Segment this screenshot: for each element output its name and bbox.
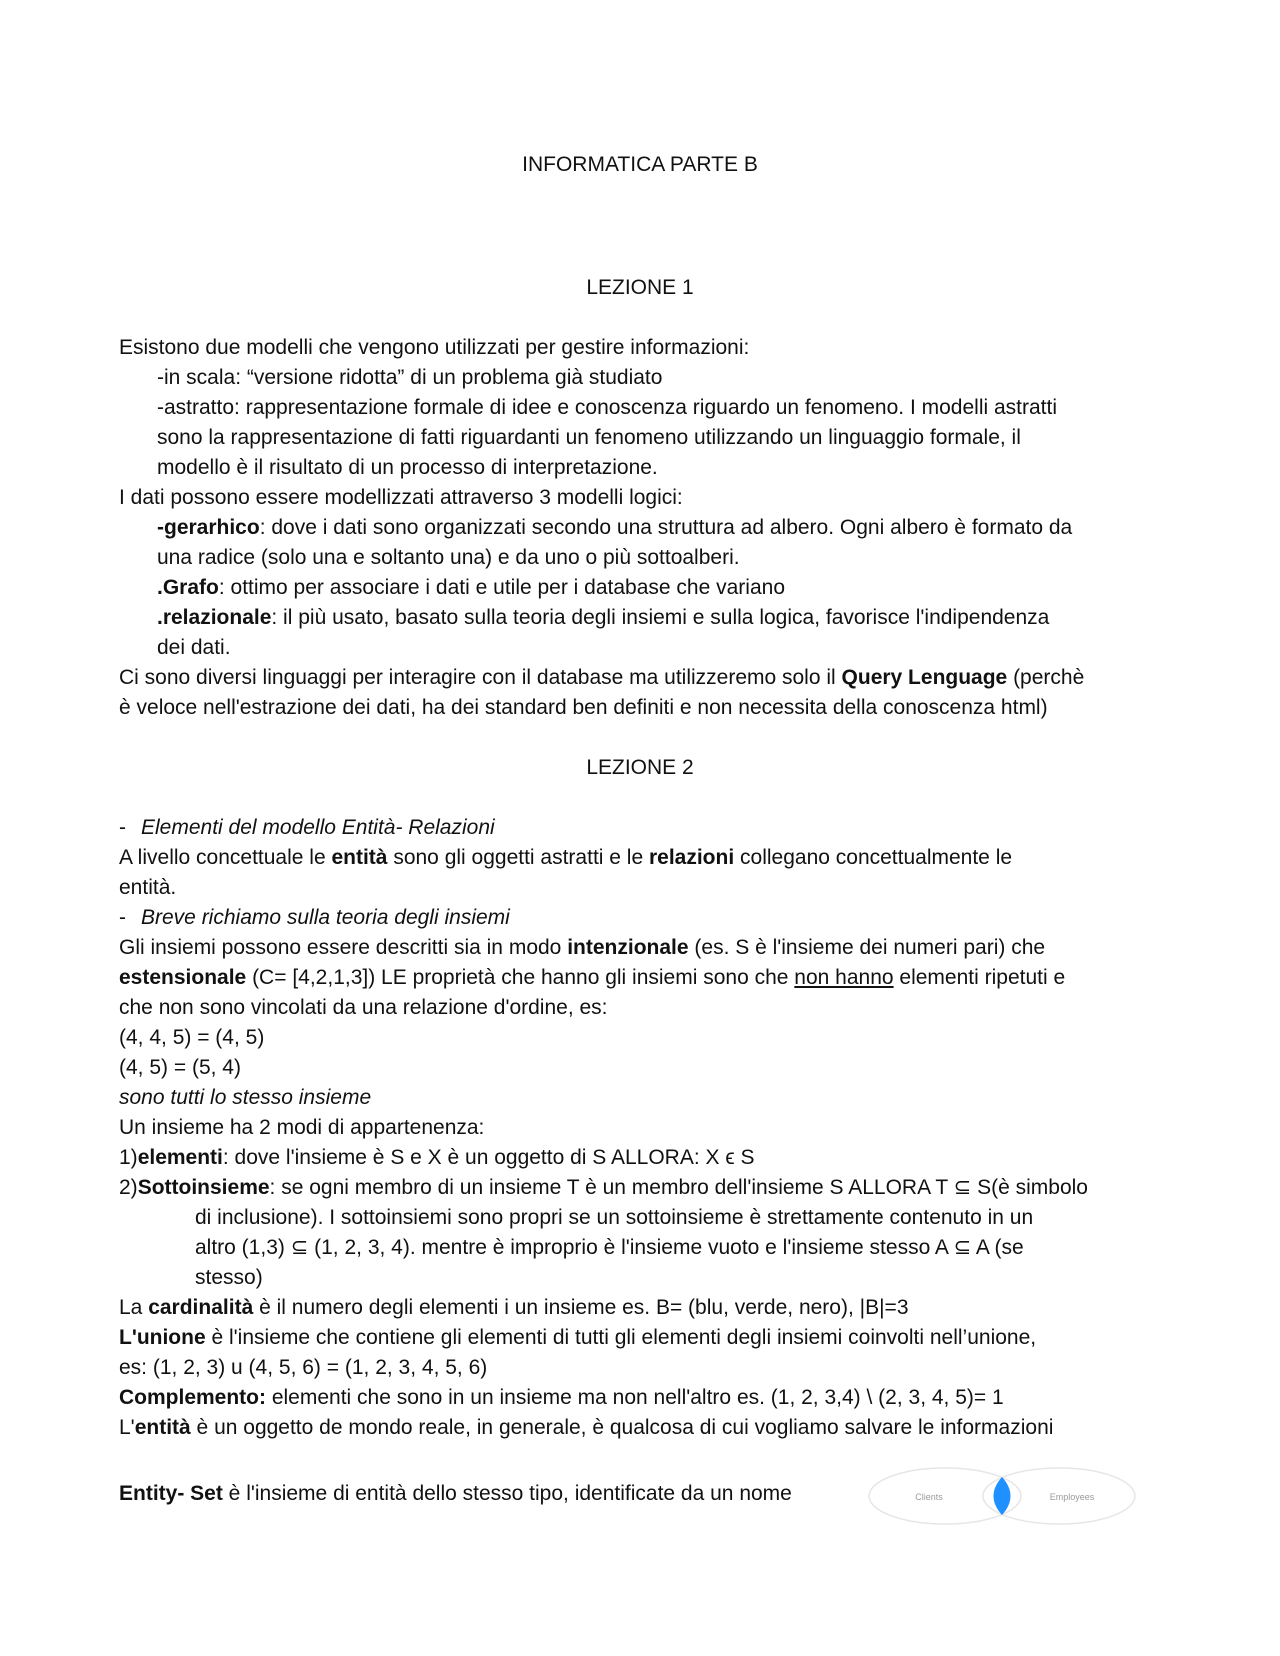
text: Gli insiemi possono essere descritti sia in modo bbox=[119, 936, 568, 959]
term: cardinalità bbox=[148, 1296, 254, 1319]
text: L' bbox=[119, 1416, 135, 1439]
example: (4, 5) = (5, 4) bbox=[119, 1056, 241, 1079]
paragraph bbox=[119, 843, 1012, 873]
text: : dove i dati sono organizzati secondo una struttura ad albero. Ogni albero è formato da bbox=[259, 516, 1073, 539]
item-number: 1) bbox=[119, 1146, 138, 1169]
term: intenzionale bbox=[567, 936, 689, 959]
text: è il numero degli elementi i un insieme es. B= (blu, verde, nero), |B|=3 bbox=[253, 1296, 909, 1319]
list-item bbox=[157, 513, 1072, 543]
numbered-item bbox=[119, 1143, 754, 1173]
text: è l'insieme che contiene gli elementi di tutti gli elementi degli insiemi coinvolti nell’unione, bbox=[205, 1326, 1037, 1349]
paragraph: Un insieme ha 2 modi di appartenenza: bbox=[119, 1116, 485, 1139]
paragraph: -in scala: “versione ridotta” di un problema già studiato bbox=[157, 366, 663, 389]
term: .relazionale bbox=[157, 606, 272, 629]
paragraph: sono la rappresentazione di fatti riguardanti un fenomeno utilizzando un linguaggio formale, il bbox=[157, 426, 1021, 449]
term: -gerarhico bbox=[157, 516, 260, 539]
text: Breve richiamo sulla teoria degli insiemi bbox=[141, 906, 510, 929]
paragraph bbox=[119, 1413, 1053, 1443]
term: estensionale bbox=[119, 966, 247, 989]
paragraph: di inclusione). I sottoinsiemi sono propri se un sottoinsieme è strettamente contenuto in un bbox=[195, 1206, 1034, 1229]
text: (es. S è l'insieme dei numeri pari) che bbox=[688, 936, 1046, 959]
term: entità bbox=[134, 1416, 191, 1439]
paragraph: altro (1,3) ⊆ (1, 2, 3, 4). mentre è improprio è l'insieme vuoto e l'insieme stesso A ⊆ A (se bbox=[195, 1236, 1024, 1259]
text: è un oggetto de mondo reale, in generale, è qualcosa di cui vogliamo salvare le informazioni bbox=[190, 1416, 1054, 1439]
list-item bbox=[157, 603, 1049, 633]
lesson-2-heading: LEZIONE 2 bbox=[586, 756, 694, 779]
term: Query Lenguage bbox=[841, 666, 1008, 689]
paragraph: entità. bbox=[119, 876, 177, 899]
term: entità bbox=[331, 846, 388, 869]
venn-right-label: Employees bbox=[1049, 1492, 1095, 1502]
text: : dove l'insieme è S e X è un oggetto di S ALLORA: X ϵ S bbox=[222, 1146, 755, 1169]
text: collegano concettualmente le bbox=[734, 846, 1013, 869]
text: Ci sono diversi linguaggi per interagire con il database ma utilizzeremo solo il bbox=[119, 666, 842, 689]
term: relazioni bbox=[648, 846, 735, 869]
paragraph: che non sono vincolati da una relazione d'ordine, es: bbox=[119, 996, 608, 1019]
paragraph bbox=[119, 1293, 909, 1323]
term: Complemento: bbox=[119, 1386, 266, 1409]
term: Sottoinsieme bbox=[137, 1176, 270, 1199]
text: : se ogni membro di un insieme T è un membro dell'insieme S ALLORA T ⊆ S(è simbolo bbox=[269, 1176, 1088, 1199]
term: .Grafo bbox=[157, 576, 219, 599]
paragraph bbox=[119, 933, 1045, 963]
venn-left-label: Clients bbox=[915, 1492, 943, 1502]
paragraph bbox=[119, 663, 1084, 693]
text: : il più usato, basato sulla teoria degli insiemi e sulla logica, favorisce l'indipendenza bbox=[271, 606, 1050, 629]
term: L'unione bbox=[119, 1326, 206, 1349]
text: (C= [4,2,1,3]) LE proprietà che hanno gli insiemi sono che bbox=[246, 966, 795, 989]
bullet-item bbox=[119, 813, 495, 843]
paragraph: è veloce nell'estrazione dei dati, ha dei standard ben definiti e non necessita della conoscenza html) bbox=[119, 696, 1048, 719]
paragraph: es: (1, 2, 3) u (4, 5, 6) = (1, 2, 3, 4, 5, 6) bbox=[119, 1356, 488, 1379]
paragraph: -astratto: rappresentazione formale di idee e conoscenza riguardo un fenomeno. I modelli astratti bbox=[157, 396, 1058, 419]
term: elementi bbox=[137, 1146, 223, 1169]
paragraph: stesso) bbox=[195, 1266, 263, 1289]
text: è l'insieme di entità dello stesso tipo, identificate da un nome bbox=[222, 1482, 792, 1505]
list-item bbox=[157, 573, 785, 603]
paragraph bbox=[119, 1323, 1036, 1353]
paragraph bbox=[119, 1383, 1004, 1413]
paragraph bbox=[119, 963, 1065, 993]
paragraph: dei dati. bbox=[157, 636, 231, 659]
text: sono gli oggetti astratti e le bbox=[387, 846, 649, 869]
text: (perchè bbox=[1007, 666, 1085, 689]
text: elementi che sono in un insieme ma non nell'altro es. (1, 2, 3,4) \ (2, 3, 4, 5)= 1 bbox=[266, 1386, 1004, 1409]
term: Entity- Set bbox=[119, 1482, 223, 1505]
bullet-item bbox=[119, 903, 510, 933]
paragraph bbox=[119, 1479, 792, 1509]
dash-bullet: - bbox=[119, 816, 126, 839]
paragraph: modello è il risultato di un processo di interpretazione. bbox=[157, 456, 658, 479]
text: Elementi del modello Entità- Relazioni bbox=[141, 816, 495, 839]
paragraph bbox=[119, 1083, 371, 1113]
text: : ottimo per associare i dati e utile per i database che variano bbox=[218, 576, 785, 599]
numbered-item bbox=[119, 1173, 1088, 1203]
item-number: 2) bbox=[119, 1176, 138, 1199]
paragraph: I dati possono essere modellizzati attraverso 3 modelli logici: bbox=[119, 486, 683, 509]
dash-bullet: - bbox=[119, 906, 126, 929]
example: (4, 4, 5) = (4, 5) bbox=[119, 1026, 265, 1049]
text: sono tutti lo stesso insieme bbox=[119, 1086, 372, 1109]
lesson-1-heading: LEZIONE 1 bbox=[586, 276, 694, 299]
document-title: INFORMATICA PARTE B bbox=[522, 153, 758, 176]
text: elementi ripetuti e bbox=[893, 966, 1066, 989]
underlined-text: non hanno bbox=[794, 966, 894, 989]
paragraph: Esistono due modelli che vengono utilizzati per gestire informazioni: bbox=[119, 336, 750, 359]
venn-intersection bbox=[994, 1477, 1011, 1515]
paragraph: una radice (solo una e soltanto una) e da uno o più sottoalberi. bbox=[157, 546, 740, 569]
text: A livello concettuale le bbox=[119, 846, 332, 869]
text: La bbox=[119, 1296, 149, 1319]
venn-diagram bbox=[867, 1465, 1137, 1527]
